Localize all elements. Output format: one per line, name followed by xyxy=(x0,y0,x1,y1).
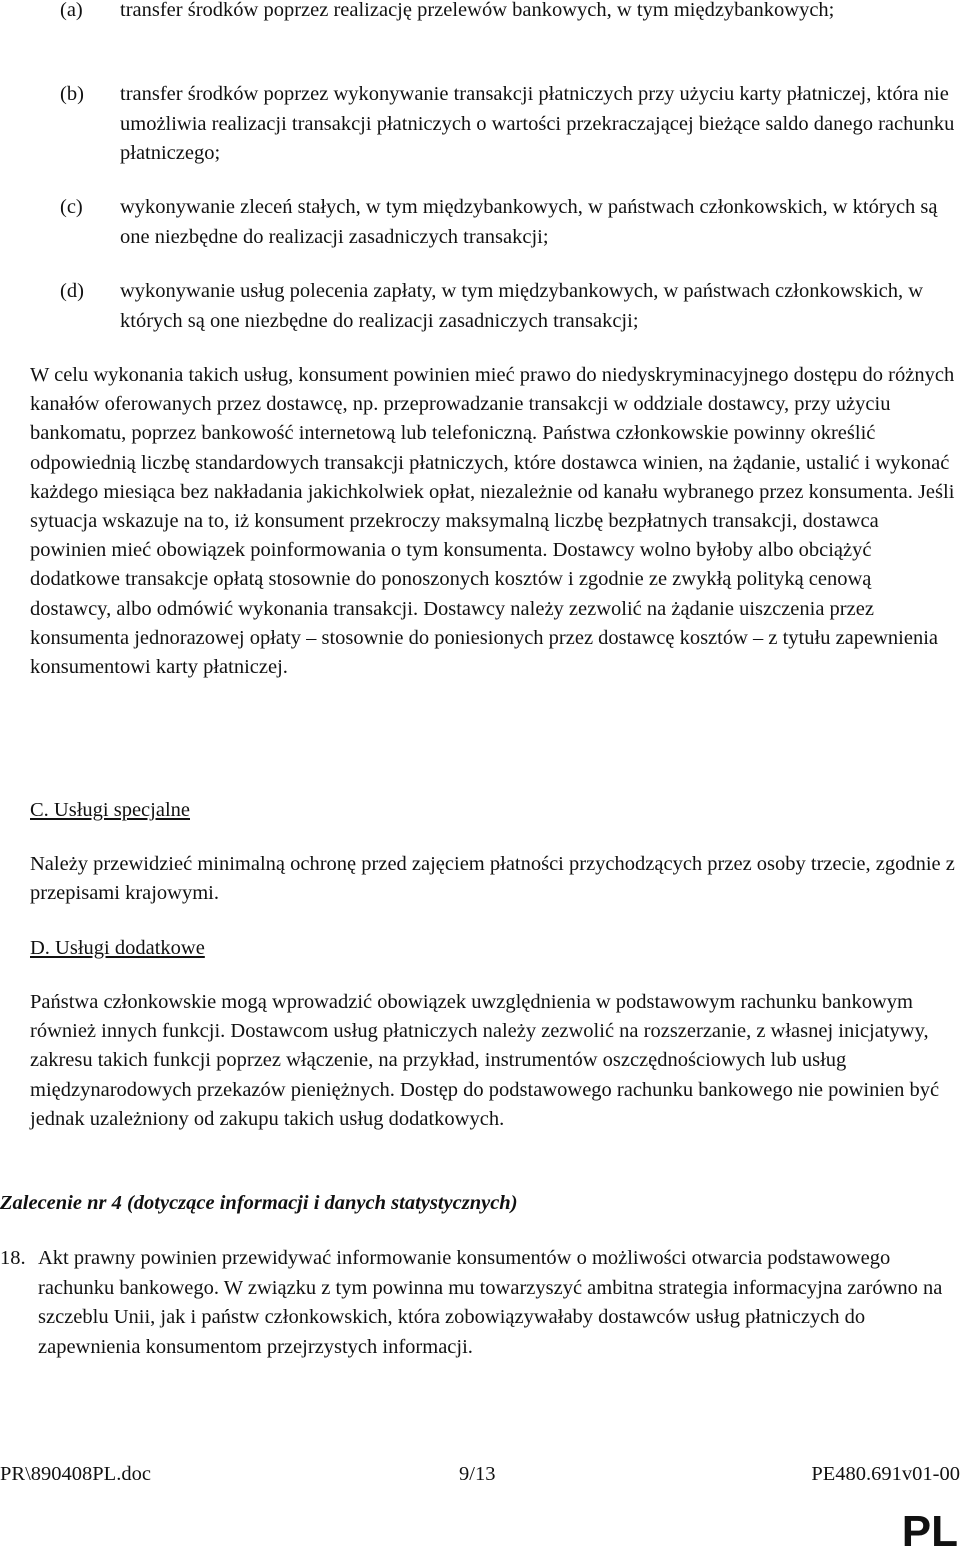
language-code: PL xyxy=(901,1507,958,1556)
list-marker: (d) xyxy=(60,280,84,302)
footer-pe-ref: PE480.691v01-00 xyxy=(811,1463,960,1485)
footer-page-number: 9/13 xyxy=(459,1463,496,1485)
list-marker: (c) xyxy=(60,196,83,218)
section-c-text: Należy przewidzieć minimalną ochronę przed zajęciem płatności przychodzących przez osoby trzecie, zgodnie z przepisami krajowymi. xyxy=(30,853,955,905)
section-d-text: Państwa członkowskie mogą wprowadzić obowiązek uwzględnienia w podstawowym rachunku bankowym również innych funkcji. Dostawcom usług płatniczych należy zezwolić na rozszerzanie, z własnej inicjatywy, zakresu takich funkcji poprzez włączenie, na przykład, instrumentów oszczędnościowych lub usług międzynarodowych przekazów pieniężnych. Dostęp do podstawowego rachunku bankowego nie powinien być jednak uzależniony od zakupu takich usług dodatkowych. xyxy=(30,991,940,1130)
list-item-text: wykonywanie usług polecenia zapłaty, w tym międzybankowych, w państwach członkowskich, w których są one niezbędne do realizacji zasadniczych transakcji; xyxy=(120,280,924,332)
recommendation-text: Akt prawny powinien przewidywać informowanie konsumentów o możliwości otwarcia podstawowego rachunku bankowego. W związku z tym powinna mu towarzyszyć ambitna strategia informacyjna zarówno na szczeblu Unii, jak i państw członkowskich, która zobowiązywałaby dostawców usług płatniczych do zapewnienia konsumentom przejrzystych informacji. xyxy=(38,1247,943,1358)
section-d-heading: D. Usługi dodatkowe xyxy=(30,937,205,959)
list-item-text: wykonywanie zleceń stałych, w tym międzybankowych, w państwach członkowskich, w których są one niezbędne do realizacji zasadniczych transakcji; xyxy=(120,196,938,248)
section-c-heading: C. Usługi specjalne xyxy=(30,799,190,821)
list-marker: (a) xyxy=(60,0,83,21)
paragraph-number: 18. xyxy=(0,1247,26,1269)
list-item-text: transfer środków poprzez realizację przelewów bankowych, w tym międzybankowych; xyxy=(120,0,835,21)
footer-doc-ref: PR\890408PL.doc xyxy=(0,1463,151,1485)
list-marker: (b) xyxy=(60,83,84,105)
body-paragraph: W celu wykonania takich usług, konsument powinien mieć prawo do niedyskryminacyjnego dostępu do różnych kanałów oferowanych przez dostawcę, np. przeprowadzanie transakcji w oddziale dostawcy, przy użyciu bankomatu, poprzez bankowość internetową lub telefoniczną. Państwa członkowskie powinny określić odpowiednią liczbę standardowych transakcji płatniczych, które dostawca winien, na żądanie, ustalić i wykonać każdego miesiąca bez nakładania jakichkolwiek opłat, niezależnie od kanału wybranego przez konsumenta. Jeśli sytuacja wskazuje na to, iż konsument przekroczy maksymalną liczbę bezpłatnych transakcji, dostawca powinien mieć obowiązek poinformowania o tym konsumenta. Dostawcy wolno byłoby albo obciążyć dodatkowe transakcje opłatą stosownie do ponoszonych kosztów i zgodnie ze zwykłą polityką cenową dostawcy, albo odmówić wykonania transakcji. Dostawcy należy zezwolić na żądanie uiszczenia przez konsumenta jednorazowej opłaty – stosownie do poniesionych przez dostawcę kosztów – z tytułu zapewnienia konsumentowi karty płatniczej. xyxy=(30,364,955,679)
list-item-text: transfer środków poprzez wykonywanie transakcji płatniczych przy użyciu karty płatniczej, która nie umożliwia realizacji transakcji płatniczych o wartości przekraczającej bieżące saldo danego rachunku płatniczego; xyxy=(120,83,955,164)
recommendation-heading: Zalecenie nr 4 (dotyczące informacji i danych statystycznych) xyxy=(0,1192,518,1214)
